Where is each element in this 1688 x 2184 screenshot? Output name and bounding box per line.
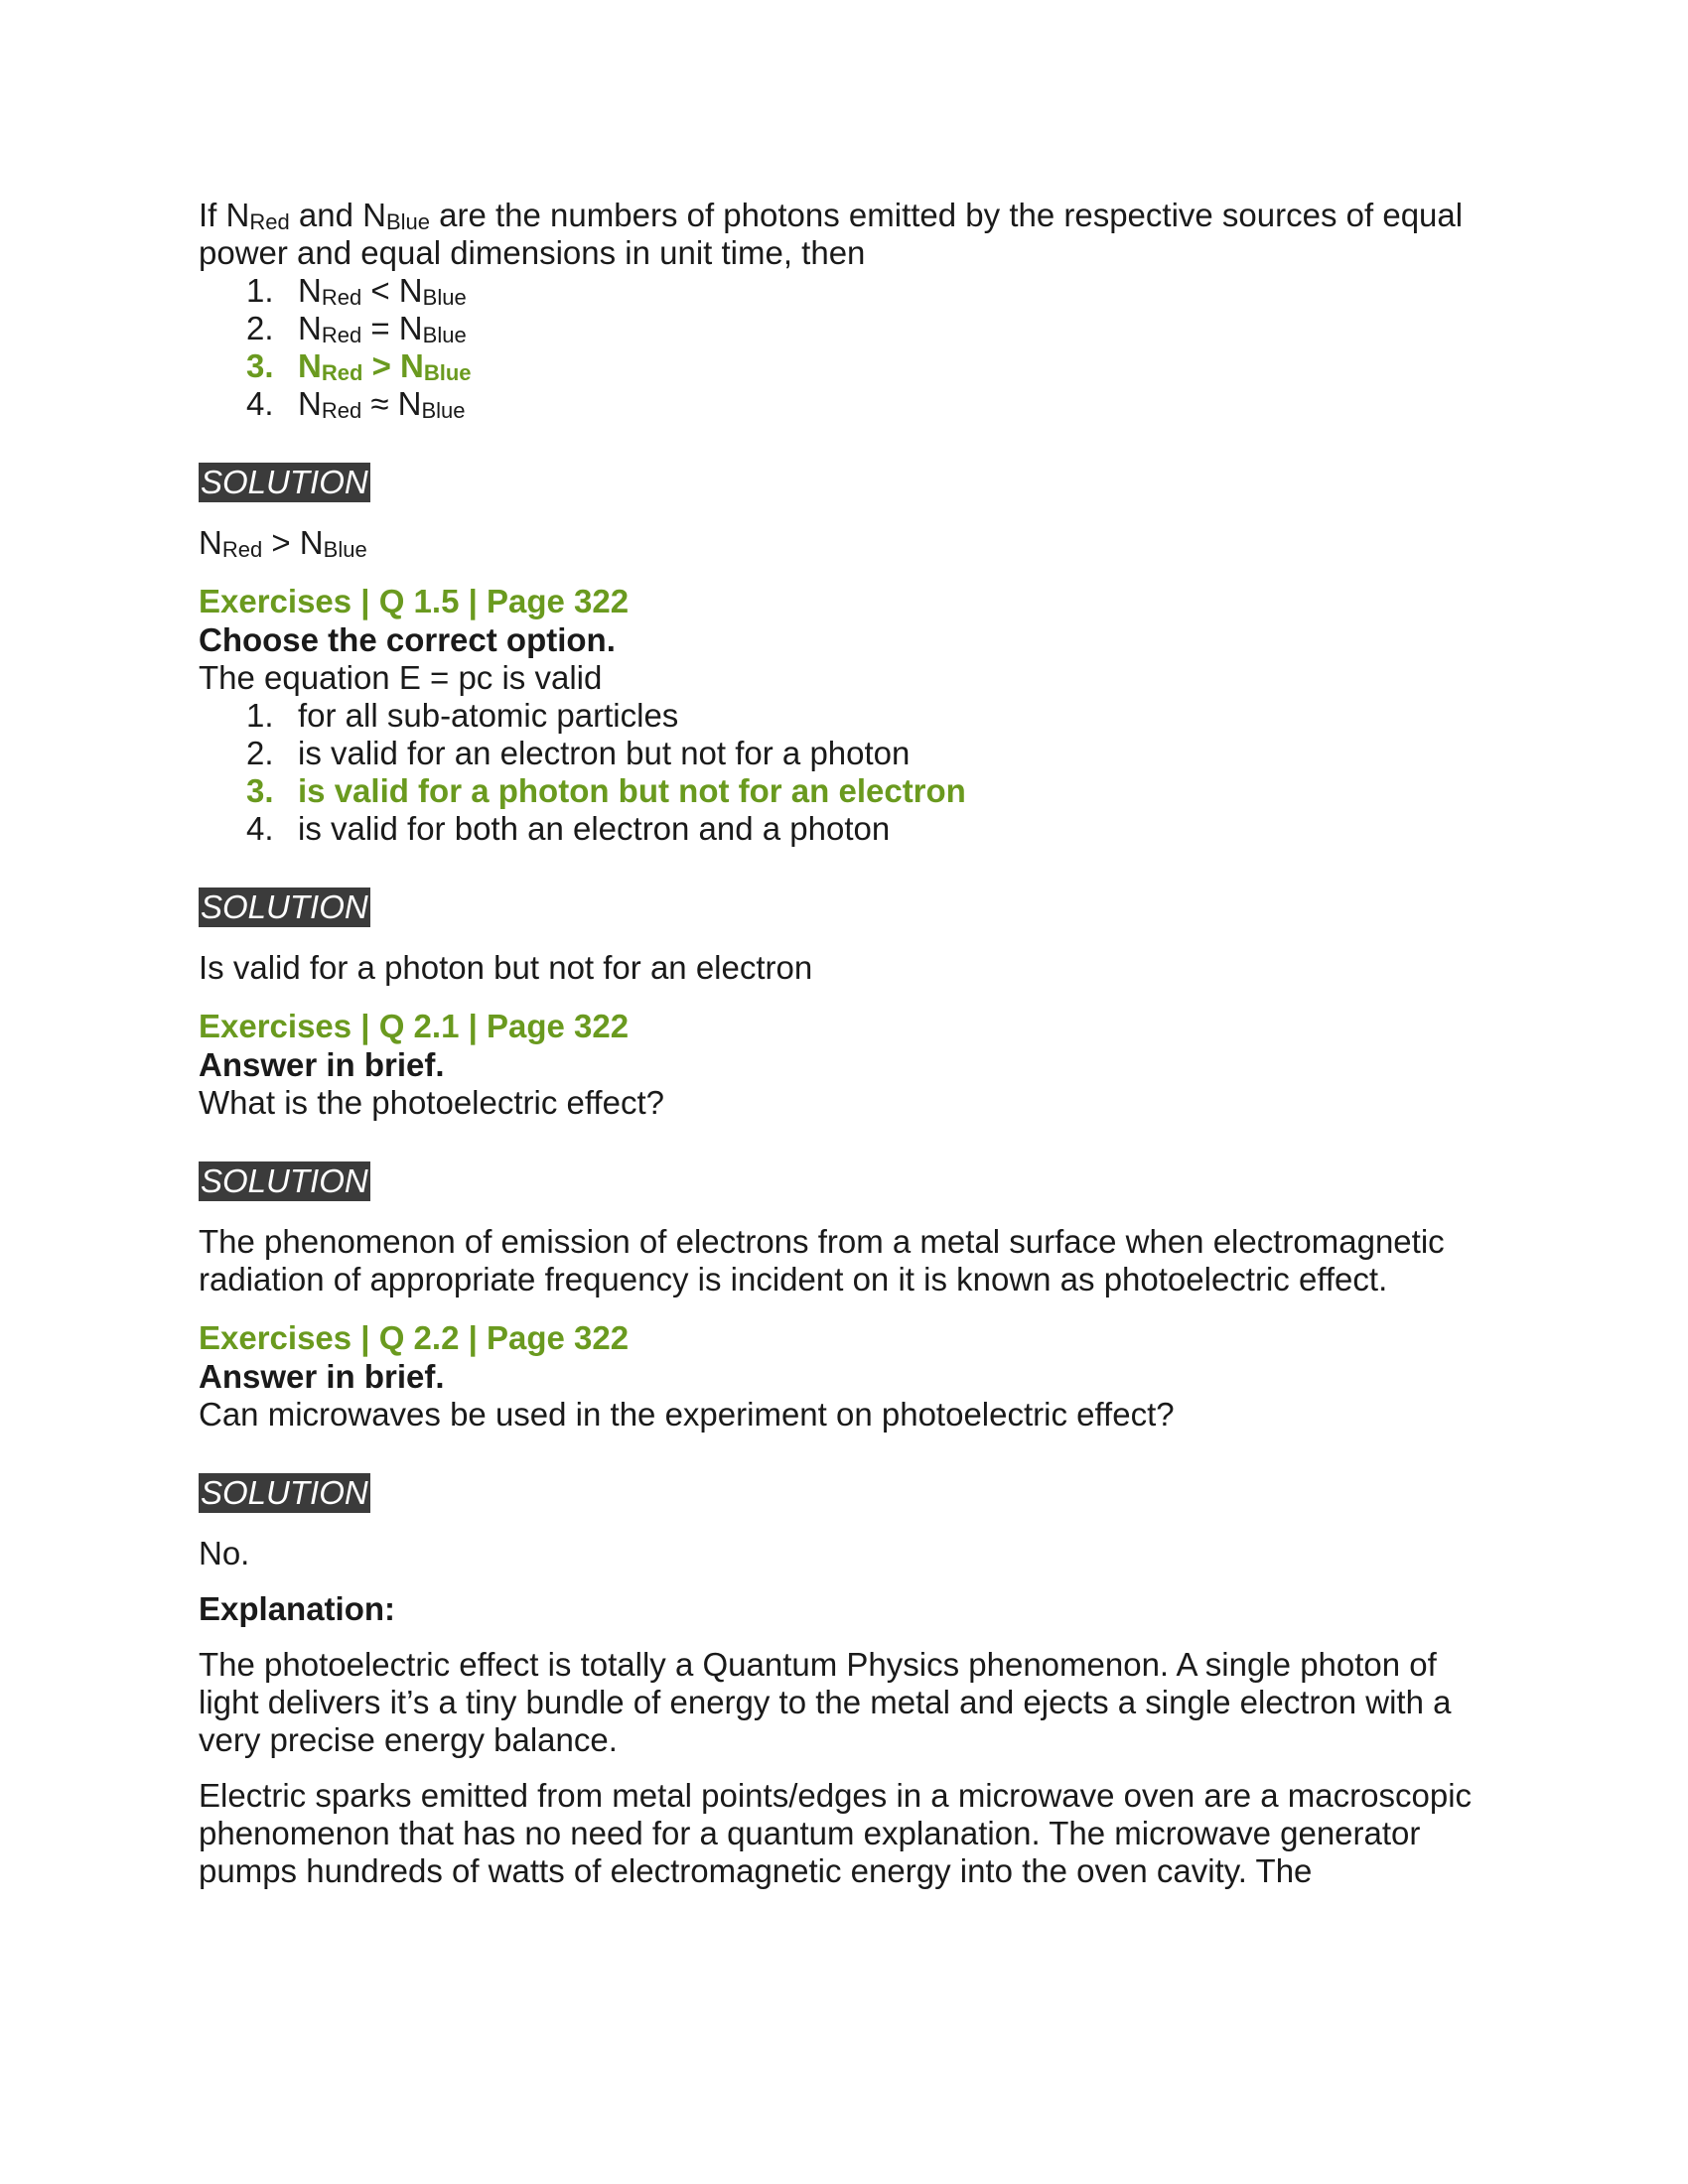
solution-answer: The phenomenon of emission of electrons from a metal surface when electromagnetic radiation of appropriate frequency is incident on it is known as photoelectric effect. xyxy=(199,1223,1445,1297)
question-text-continued: power and equal dimensions in unit time, then xyxy=(199,234,866,271)
question-text: If $N_{Red}$ and $N_{Blue}$ are the numbers of photons emitted by the respective sources of equal xyxy=(199,197,1464,234)
solution-answer: $N_{Red} > N_{Blue}$ xyxy=(199,524,367,562)
solution-answer: Is valid for a photon but not for an electron xyxy=(199,949,813,986)
exercise-heading: Exercises | Q 2.2 | Page 322 xyxy=(199,1319,630,1356)
option-item-correct: 3. $N_{Red} > N_{Blue}$ xyxy=(246,347,472,385)
option-item-correct: 3. is valid for a photon but not for an electron xyxy=(246,772,966,809)
solution-label: SOLUTION xyxy=(201,1474,368,1511)
option-item: 4. is valid for both an electron and a photon xyxy=(246,810,891,847)
option-item: 1. for all sub-atomic particles xyxy=(246,697,679,734)
question-instruction: Answer in brief. xyxy=(199,1358,445,1395)
exercise-heading: Exercises | Q 1.5 | Page 322 xyxy=(199,583,630,619)
question-text: Can microwaves be used in the experiment on photoelectric effect? xyxy=(199,1396,1175,1433)
question-text: The equation E = pc is valid xyxy=(199,659,603,696)
solution-label: SOLUTION xyxy=(201,464,368,500)
option-list xyxy=(199,272,1499,423)
explanation-label: Explanation: xyxy=(199,1590,396,1627)
option-item: 2. $N_{Red} = N_{Blue}$ xyxy=(246,310,467,347)
solution-answer: No. xyxy=(199,1535,250,1571)
explanation-paragraph: The photoelectric effect is totally a Quantum Physics phenomenon. A single photon of light delivers it’s a tiny bundle of energy to the metal and ejects a single electron with a very precise energy balance. xyxy=(199,1646,1452,1758)
question-instruction: Choose the correct option. xyxy=(199,621,616,658)
question-text: What is the photoelectric effect? xyxy=(199,1084,664,1121)
solution-label: SOLUTION xyxy=(201,888,368,925)
solution-label: SOLUTION xyxy=(201,1162,368,1199)
option-item: 4. $N_{Red} \approx N_{Blue}$ xyxy=(246,385,466,423)
explanation-paragraph: Electric sparks emitted from metal points/edges in a microwave oven are a macroscopic phenomenon that has no need for a quantum explanation. The microwave generator pumps hundreds of watts of electromagnetic energy into the oven cavity. The xyxy=(199,1777,1473,1889)
option-item: 2. is valid for an electron but not for a photon xyxy=(246,735,911,771)
exercise-heading: Exercises | Q 2.1 | Page 322 xyxy=(199,1008,630,1044)
document-page xyxy=(199,197,1499,1890)
option-list xyxy=(199,697,1499,848)
option-item: 1. $N_{Red} < N_{Blue}$ xyxy=(246,272,467,310)
question-instruction: Answer in brief. xyxy=(199,1046,445,1083)
